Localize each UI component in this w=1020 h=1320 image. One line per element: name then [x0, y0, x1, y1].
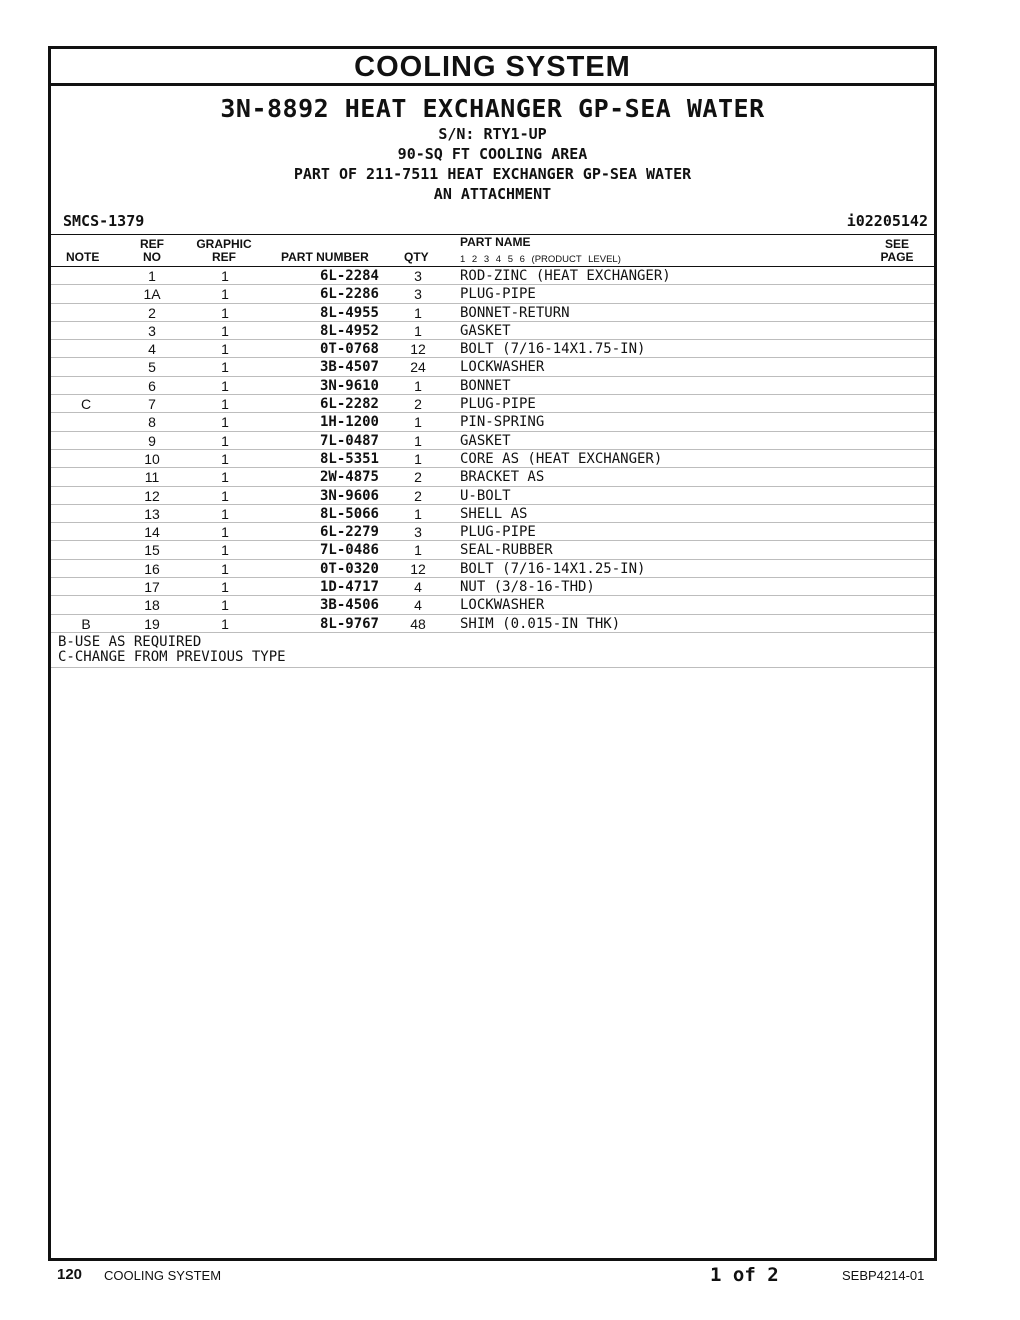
ref-no: 16: [144, 560, 160, 577]
page-footer: [0, 1266, 1020, 1288]
part-name: PLUG-PIPE: [460, 524, 536, 541]
table-row: [51, 468, 934, 486]
quantity: 1: [414, 432, 422, 449]
graphic-ref: 1: [221, 487, 229, 504]
part-number: 2W-4875: [319, 469, 379, 486]
smcs-row: [51, 210, 934, 234]
graphic-ref: 1: [221, 432, 229, 449]
ref-no: 12: [144, 487, 160, 504]
ref-no: 15: [144, 542, 160, 559]
footer-section: COOLING SYSTEM: [104, 1268, 222, 1283]
part-number: 0T-0320: [319, 560, 379, 577]
header-ref-no: [137, 238, 167, 264]
header-see-page: [880, 238, 914, 264]
quantity: 3: [414, 268, 422, 284]
footnotes: [51, 633, 934, 668]
graphic-ref: 1: [221, 542, 229, 559]
part-name: BOLT (7/16-14X1.75-IN): [460, 341, 646, 358]
part-number: 6L-2284: [319, 268, 379, 284]
header-part-name: PART NAME: [460, 235, 531, 249]
quantity: 24: [410, 359, 426, 376]
graphic-ref: 1: [221, 268, 229, 284]
part-number: 8L-5351: [319, 450, 379, 467]
table-header: [51, 234, 934, 267]
graphic-ref: 1: [221, 377, 229, 394]
part-name: U-BOLT: [460, 487, 511, 504]
quantity: 1: [414, 414, 422, 431]
part-name: PLUG-PIPE: [460, 396, 536, 413]
publication-number: SEBP4214-01: [842, 1268, 925, 1283]
table-row: [51, 615, 934, 633]
ref-no: 19: [144, 615, 160, 632]
quantity: 3: [414, 524, 422, 541]
table-row: [51, 340, 934, 358]
table-row: [51, 560, 934, 578]
part-number: 6L-2286: [319, 286, 379, 303]
graphic-ref: 1: [221, 414, 229, 431]
quantity: 1: [414, 542, 422, 559]
graphic-ref: 1: [221, 322, 229, 339]
table-row: [51, 267, 934, 285]
quantity: 12: [410, 341, 426, 358]
quantity: 1: [414, 322, 422, 339]
ref-no: 17: [144, 579, 160, 596]
part-name: GASKET: [460, 432, 511, 449]
page-number: 120: [57, 1266, 83, 1283]
graphic-ref: 1: [221, 524, 229, 541]
table-row: [51, 322, 934, 340]
graphic-ref: 1: [221, 579, 229, 596]
header-see-line2: PAGE: [880, 250, 914, 264]
ref-no: 6: [148, 377, 156, 394]
part-name: PLUG-PIPE: [460, 286, 536, 303]
header-gref-line1: GRAPHIC: [196, 237, 252, 251]
quantity: 1: [414, 505, 422, 522]
table-row: [51, 450, 934, 468]
header-qty: QTY: [404, 250, 429, 264]
table-row: [51, 487, 934, 505]
table-row: [51, 304, 934, 322]
ref-no: 13: [144, 505, 160, 522]
header-note: NOTE: [66, 250, 100, 264]
part-name: LOCKWASHER: [460, 359, 545, 376]
graphic-ref: 1: [221, 597, 229, 614]
graphic-ref: 1: [221, 450, 229, 467]
ref-no: 10: [144, 450, 160, 467]
table-row: [51, 413, 934, 431]
ref-no: 4: [148, 341, 156, 358]
header-see-line1: SEE: [884, 237, 909, 251]
graphic-ref: 1: [221, 469, 229, 486]
part-note: C: [80, 396, 92, 413]
ref-no: 9: [148, 432, 156, 449]
table-row: [51, 541, 934, 559]
quantity: 1: [414, 304, 422, 321]
quantity: 2: [414, 487, 422, 504]
header-part-number: PART NUMBER: [281, 250, 369, 264]
table-row: [51, 578, 934, 596]
part-name: BONNET: [460, 377, 511, 394]
quantity: 2: [414, 396, 422, 413]
attachment-label: AN ATTACHMENT: [433, 185, 552, 203]
part-name: SEAL-RUBBER: [460, 542, 553, 559]
quantity: 3: [414, 286, 422, 303]
part-number: 8L-5066: [319, 505, 379, 522]
part-number: 3B-4506: [319, 597, 379, 614]
page-frame: [48, 46, 937, 1261]
header-product-levels: 1 2 3 4 5 6 (PRODUCT LEVEL): [460, 254, 621, 265]
ref-no: 11: [144, 469, 160, 486]
part-name: BRACKET AS: [460, 469, 545, 486]
part-number: 7L-0486: [319, 542, 379, 559]
illustration-id: i02205142: [846, 212, 928, 230]
table-row: [51, 358, 934, 376]
header-ref-line1: REF: [140, 237, 164, 251]
part-note: B: [81, 615, 91, 632]
ref-no: 8: [148, 414, 156, 431]
graphic-ref: 1: [221, 560, 229, 577]
ref-no: 3: [148, 322, 156, 339]
graphic-ref: 1: [221, 396, 229, 413]
quantity: 1: [414, 450, 422, 467]
smcs-code: SMCS-1379: [63, 212, 145, 230]
part-name: PIN-SPRING: [460, 414, 545, 431]
page-of: 1 of 2: [710, 1264, 779, 1286]
graphic-ref: 1: [221, 505, 229, 522]
ref-no: 5: [148, 359, 156, 376]
part-name: SHELL AS: [460, 505, 528, 522]
part-name: GASKET: [460, 322, 511, 339]
part-name: CORE AS (HEAT EXCHANGER): [460, 450, 663, 467]
header-gref-line2: REF: [212, 250, 236, 264]
footnote-c: C-CHANGE FROM PREVIOUS TYPE: [58, 648, 286, 665]
section-title: COOLING SYSTEM: [51, 49, 934, 86]
ref-no: 1A: [143, 286, 161, 303]
ref-no: 2: [148, 304, 156, 321]
quantity: 4: [414, 597, 422, 614]
table-row: [51, 596, 934, 614]
part-number: 1H-1200: [319, 414, 379, 431]
part-name: NUT (3/8-16-THD): [460, 579, 595, 596]
quantity: 2: [414, 469, 422, 486]
graphic-ref: 1: [221, 341, 229, 358]
quantity: 48: [410, 615, 426, 632]
ref-no: 1: [148, 268, 156, 284]
part-name: BOLT (7/16-14X1.25-IN): [460, 560, 646, 577]
table-row: [51, 395, 934, 413]
part-number: 6L-2279: [319, 524, 379, 541]
graphic-ref: 1: [221, 304, 229, 321]
part-number: 3N-9606: [319, 487, 379, 504]
part-number: 6L-2282: [319, 396, 379, 413]
table-row: [51, 505, 934, 523]
part-number: 8L-4955: [319, 304, 379, 321]
part-number: 8L-9767: [319, 615, 379, 632]
table-row: [51, 377, 934, 395]
ref-no: 14: [144, 524, 160, 541]
part-name: BONNET-RETURN: [460, 304, 570, 321]
part-number: 7L-0487: [319, 432, 379, 449]
cooling-area: 90-SQ FT COOLING AREA: [397, 145, 588, 163]
part-number: 3N-9610: [319, 377, 379, 394]
group-title: 3N-8892 HEAT EXCHANGER GP-SEA WATER: [220, 94, 765, 123]
ref-no: 7: [148, 396, 156, 413]
header-graphic-ref: [193, 238, 255, 264]
part-number: 0T-0768: [319, 341, 379, 358]
table-row: [51, 523, 934, 541]
part-name: SHIM (0.015-IN THK): [460, 615, 621, 632]
part-number: 3B-4507: [319, 359, 379, 376]
table-row: [51, 432, 934, 450]
part-number: 1D-4717: [319, 579, 379, 596]
graphic-ref: 1: [221, 615, 229, 632]
quantity: 12: [410, 560, 426, 577]
serial-number: S/N: RTY1-UP: [438, 125, 547, 143]
quantity: 1: [414, 377, 422, 394]
quantity: 4: [414, 579, 422, 596]
graphic-ref: 1: [221, 286, 229, 303]
table-row: [51, 285, 934, 303]
part-of: PART OF 211-7511 HEAT EXCHANGER GP-SEA WATER: [293, 165, 692, 183]
header-ref-line2: NO: [143, 250, 161, 264]
part-number: 8L-4952: [319, 322, 379, 339]
part-name: ROD-ZINC (HEAT EXCHANGER): [460, 268, 671, 284]
part-name: LOCKWASHER: [460, 597, 545, 614]
ref-no: 18: [144, 597, 160, 614]
graphic-ref: 1: [221, 359, 229, 376]
footnote-b: B-USE AS REQUIRED: [58, 633, 202, 650]
parts-table-body: [51, 267, 934, 633]
